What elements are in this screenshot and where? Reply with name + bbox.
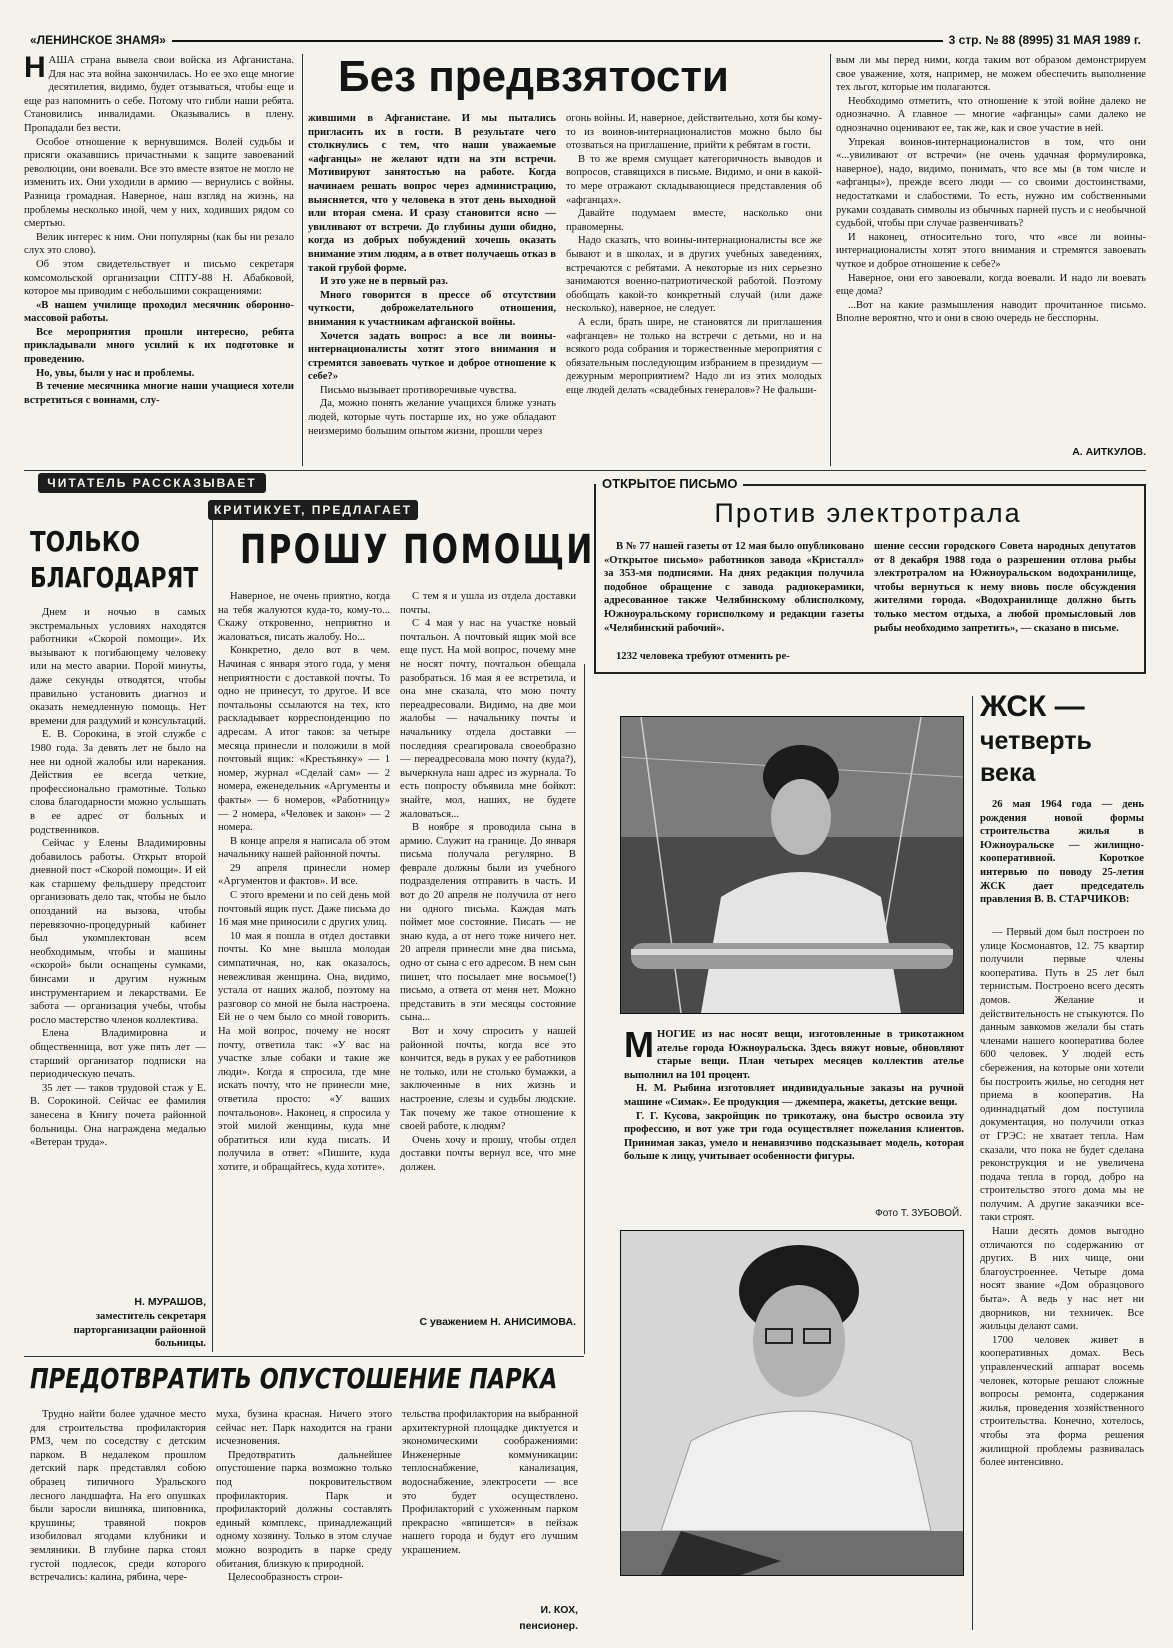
signature-name: И. КОХ, [540, 1604, 578, 1616]
paper-name: «ЛЕНИНСКОЕ ЗНАМЯ» [24, 33, 172, 47]
photo-knitting-machine [620, 716, 964, 1014]
article-column-2: жившими в Афганистане. И мы пытались пригласить их в гости. В результате чего столкнулись с тем, что наши уважаемые «афганцы» не желают идти на эти встречи. Мотивируют занятостью на работе. Когда начинаем решать вопрос через администрацию, выясняется, что у человека в этот день выходной или вторая смена. И сразу становится ясно — увиливают от встречи. До глубины души обидно, когда из добрых побуждений хочешь оказать внимание этим людям, а в ответ получаешь отказ в такой грубой форме. И это уже не в первый раз. Много говорится в прессе об отсутствии чуткости, доброжелательного отношения, внимания к участникам афганской войны. Хочется задать вопрос: а все ли воины-интернационалисты хотят этого внимания и стремятся завоевать чуткое и доброе отношение к себе?» Письмо вызывает противоречивые чувства. Да, можно понять желание учащихся ближе узнать людей, которые чуть постарше их, но уже обладают неизмеримо большим опытом жизни, прошли через [308, 113, 556, 437]
signature-title: пенсионер. [519, 1620, 578, 1632]
article-column-3: тельства профилактория на выбранной архитектурной площадке диктуется и экономическими соображениями: Инженерные коммуникации: теплоснабжение, канализация, водоснабжение, электросети — все это будет осуществлено. Профилакторий с ухоженным парком прекрасно «впишется» в пейзаж нашего города и будут его лучшим украшением. [402, 1409, 578, 1556]
section-banner: КРИТИКУЕТ, ПРЕДЛАГАЕТ [208, 500, 418, 520]
article-column-1: НАША страна вывела свои войска из Афганистана. Для нас эта война закончилась. Но ее эхо еще многие десятилетия, видимо, будет отзываться, чтобы еще и еще раз напомнить о себе. Потому что гибли наши ребята. Становились инвалидами. Оказывались в плену. Пропадали без вести. Особое отношение к вернувшимся. Волей судьбы и присяги оказавшись причастными к защите завоеваний революции, они воевали. Все это вместе взятое не могло не изменить их. Они уходили в армию — вернулись с войны. Разница громадная. Наверное, наш взгляд на жизнь, на проблемы несколько иной, чем у них, ходивших рядом со смертью. Велик интерес к ним. Они популярны (как бы ни резало слух это слово). Об этом свидетельствует и письмо секретаря комсомольской организации СПТУ-88 Н. Абабковой, которое мы приводим с небольшими сокращениями: «В нашем училище проходил месячник оборонно-массовой работы. Все мероприятия прошли интересно, ребята прикладывали много усилий к их подготовке и проведению. Но, увы, были у нас и проблемы. В течение месячника многие наши учащиеся хотели встретиться с воинами, слу- [24, 54, 294, 406]
article-column-3: огонь войны. И, наверное, действительно, хотя бы кому-то из воинов-интернационалистов можно было бы отозваться на приглашение, прийти к ребятам в гости. В то же время смущает категоричность выводов и вопросов, ставящихся в письме. Видимо, и они в какой-то мере отражают складывающиеся представления об «афганцах». Давайте подумаем вместе, насколько они правомерны. Надо сказать, что воины-интернационалисты все же бывают и в школах, и в других учебных заведениях, встречаются с ребятами. А некоторые из них серьезно занимаются военно-патриотической работой. Поэтому обобщать какой-то конкретный случай (или даже несколько), наверное, не следует. А если, брать шире, не становятся ли приглашения «афганцев» не только на встречи с детьми, но и на всякого рода собрания и торжественные мероприятия с обязательным последующим избранием в президиум — дежурным мероприятием? Надо ли из этих молодых еще людей делать «свадебных генералов»? Не фальши- [566, 113, 822, 396]
article-column-2: муха, бузина красная. Ничего этого сейчас нет. Парк находится на грани исчезновения. Предотвратить дальнейшее опустошение парка возможно только под покровительством профилактория. Парк и профилакторий должны составлять единый комплекс, принадлежащий одному хозяину. Только в этом случае можно возродить в парке среду обитания, близкую к природной. Целесообразность строи- [216, 1409, 392, 1584]
section-label: ОТКРЫТОЕ ПИСЬМО [596, 476, 743, 491]
article-title-line-1: ЖСК — [980, 690, 1085, 723]
letter-column-2: шение сессии городского Совета народных депутатов от 8 декабря 1988 года о разрешении отлова рыбы электротралом на Южноуральском водохранилище, чтобы вернуться к нему вновь после обсуждения жителями города. «Водохранилище должно быть только местом отдыха, а любой промысловый лов рыбы необходимо запретить», — сказано в письме. [874, 541, 1136, 634]
article-title: ПРЕДОТВРАТИТЬ ОПУСТОШЕНИЕ ПАРКА [30, 1362, 558, 1395]
article-signature: А. АИТКУЛОВ. [1072, 446, 1146, 458]
drop-cap: М [624, 1028, 654, 1065]
article-body: Днем и ночью в самых экстремальных условиях находятся работники «Скорой помощи». Их вызывают к погибающему человеку или на место аварии. Порой минуты, даже секунды отводятся, чтобы правильно установить диагноз и оказать немедленную помощь. Нет времени для раздумий и консультаций. Е. В. Сорокина, в этой службе с 1980 года. За девять лет не было на нее ни одной жалобы или нарекания. Действия ее всегда четкие, профессионально грамотные. Только слова благодарности можно услышать в ее адрес от больных и родственников. Сейчас у Елены Владимировны добавилось работы. Открыт второй дневной пост «Скорой помощи». И ей как старшему фельдшеру предстоит организовать дело так, чтобы не было опозданий на вызова, чтобы перевязочно-процедурный кабинет был укомплектован всем необходимым, чтобы и машины «скорой» были оснащены сумками, бинсами и другим нужным инструментарием и лекарствами. Ее забота — организация учебы, чтобы росло мастерство членов коллектива. Елена Владимировна и общественница, вот уже пять лет — старший организатор подписки на периодическую печать. 35 лет — таков трудовой стаж у Е. В. Сорокиной. Сейчас ее фамилия занесена в Книгу почета районной больницы. Она награждена медалью «Ветеран труда». [30, 607, 206, 1149]
photo-image [621, 1231, 963, 1575]
article-title: ПРОШУ ПОМОЩИ [240, 527, 595, 573]
drop-cap: Н [24, 54, 46, 84]
article-title: Без предвзятости [338, 52, 729, 101]
section-banner: ЧИТАТЕЛЬ РАССКАЗЫВАЕТ [38, 473, 266, 493]
photo-image [621, 717, 963, 1013]
issue-info: 3 стр. № 88 (8995) 31 МАЯ 1989 г. [943, 33, 1147, 47]
signature-name: Н. МУРАШОВ, [134, 1296, 206, 1308]
letter-column-1: В № 77 нашей газеты от 12 мая было опубликовано «Открытое письмо» работников завода «Кристалл» за 353-мя подписями. На днях редакция получила подобное обращение с завода радиокерамики, адресованное также Челябинскому облисполкому, Южноуральскому горисполкому и редакции газеты «Челябинский рабочий». [604, 541, 864, 634]
article-title-line-3: века [980, 759, 1036, 787]
article-lead: 26 мая 1964 года — день рождения новой формы строительства жилья в Южноуральске — жилищно-кооперативной. Короткое интервью по поводу 25-летия ЖСК дает председатель правления В. В. СТАРЧИКОВ: [980, 799, 1144, 906]
caption-text: МНОГИЕ из нас носят вещи, изготовленные в трикотажном ателье города Южноуральска. Здесь вяжут новые, обновляют старые вещи. План четырех месяцев коллектив ателье выполнил на 101 процент. Н. М. Рыбина изготовляет индивидуальные заказы на ручной машине «Симак». Ее продукция — джемпера, жакеты, детские вещи. Г. Г. Кусова, закройщик по трикотажу, она быстро освоила эту профессию, и вот уже три года осуществляет пожелания клиентов. Принимая заказ, умело и ненавязчиво подсказывает модель, которая больше к лицу, учитывает особенности фигуры. [624, 1028, 964, 1163]
article-title: Против электротрала [714, 498, 1022, 528]
article-signature: С уважением Н. АНИСИМОВА. [419, 1316, 576, 1328]
article-title-line-2: четверть [980, 727, 1092, 755]
photo-credit: Фото Т. ЗУБОВОЙ. [875, 1208, 962, 1219]
article-title-line-1: ТОЛЬКО [30, 525, 141, 558]
article-column-2: С тем я и ушла из отдела доставки почты. С 4 мая у нас на участке новый почтальон. А почтовый ящик мой все еще пуст. На мой вопрос, почему мне не носят почту, почтальон обещала разобраться. 16 мая я ее встретила, и она мне сказала, что мою почту переадресовали. Видимо, на две мои жалобы — начальнику почты и начальнику отдела доставки — последняя среагировала своеобразно — переадресовала мою почту (куда?), вычеркнула наш адрес из журнала. То есть попросту объявила мне бойкот: знайте, мол, наших, не будете жаловаться... В ноябре я проводила сына в армию. Служит на границе. До января письма получала регулярно. В феврале должны были из учебного подразделения отправить в часть. И вот до 20 апреля не получила от него ни одного письма. Каждая мать поймет мое состояние. Писать — не знаю куда, а от него тоже ничего нет. 20 апреля принесли мне два письма, одно от сына с его адресом. В нем сын пишет, что посылает мне восьмое(!) письмо, а ответа от меня нет. Можно представить в эти месяцы состояние сына... Вот и хочу спросить у нашей районной почты, когда все это кончится, ведь в руках у ее работников не только, или не столько бумажки, а заключенные в них жизнь и настроение, слезы и судьбы людские. Так почему же такое отношение к своей работе, к людям? Очень хочу и прошу, чтобы отдел доставки почты вернул все, что мне должен. [400, 591, 576, 1173]
article-column-4: вым ли мы перед ними, когда таким вот образом демонстрируем свое уважение, хотя, например, не можем обеспечить выполнение тех льгот, которые им полагаются. Необходимо отметить, что отношение к этой войне далеко не однозначно. А главное — многие «афганцы» сами далеко не однозначно оценивают ее, так же, как и свое участие в ней. Упрекая воинов-интернационалистов в том, что они «...увиливают от встречи» (не очень удачная формулировка, наверное), надо, видимо, понимать, что все мы (в том числе и «афганцы»), прежде всего люди — со своими достоинствами, недостатками и слабостями. То есть, нужно им собственными руками создавать символы из обычных парней пусть и с необычной судьбой, чтобы при случае развенчивать? И наконец, относительно того, что «все ли воины-интернационалисты хотят этого внимания и стремятся завоевать чуткое и доброе отношение к себе?» Наверное, они его завоевали, когда воевали. И надо ли воевать еще дома? ...Вот на какие размышления наводит прочитанное письмо. Вполне вероятно, что и они в свою очередь не бесспорны. [836, 55, 1146, 325]
photo-cutter-portrait [620, 1230, 964, 1576]
article-column-1: Трудно найти более удачное место для строительства профилактория РМЗ, чем по соседству с детским парком. В недалеком прошлом детский парк представлял собою образец типичного Уральского лесного ландшафта. На его опушках были заросли вишняка, шиповника, крушины; травяной покров изобиловал ягодами клубники и земляники. В глубине парка стоял густой подлесок, среди которого встречались: калина, рябина, чере- [30, 1409, 206, 1584]
article-column-1: Наверное, не очень приятно, когда на тебя жалуются куда-то, кому-то... Скажу откровенно, неприятно и жаловаться, писать жалобу. Но... Конкретно, дело вот в чем. Начиная с января этого года, у меня неприятности с доставкой почты. То одно не принесут, то другое. И все почтальоны ссылаются на тех, кто раскладывает корреспонденцию по адресам. А итог таков: за четыре месяца принесли и положили в мой почтовый ящик: «Крестьянку» — 1 номер, журнал «Сделай сам» — 2 номера, еженедельник «Аргументы и факты» — 6 номеров, «Работницу» — 2 номера, «Человек и закон» — 2 номера. В конце апреля я написала об этом начальнику нашей районной почты. 29 апреля принесли номер «Аргументов и фактов». И все. С этого времени и по сей день мой почтовый ящик пуст. Даже письма до 16 мая мне приносили с других улиц. 10 мая я пошла в отдел доставки почты. Ко мне вышла молодая симпатичная, но, как оказалось, невежливая женщина. Она, видимо, устала от наших жалоб, поэтому на разговор со мной не была настроена. Ей не о чем было со мной говорить. На мой вопрос, почему не носят почту, ответила так: «У вас на участке злые собаки и такие же люди». Когда я спросила, где мне искать почту, что не принесли мне, ответила просто: «У ваших почтальонов». Наконец, я спросила у этой милой женщины, куда мне обратиться или куда писать. И получила в ответ: «Пишите, куда хотите, и обращайтесь, куда хотите». [218, 591, 390, 1173]
letter-column-1-tail: 1232 человека требуют отменить ре- [616, 651, 790, 662]
article-body: — Первый дом был построен по улице Космонавтов, 12. 75 квартир получили первые члены кооператива. Путь в 25 лет был тернистым. Построено всего десять домов. Желание и действительность не стыкуются. По данным завкомов желали бы стать членами нашего кооператива более 600 человек. У людей есть сбережения, на которые они хотели бы построить жилье, но сегодня нет приема в кооператив. На одиннадцатый дом поступила документация, но получили отказ от ГРЭС: не хватает тепла. Нам сказали, что пока не будет сделана реконструкция и не увеличена подача тепла в город, добро на строительство этого дома мы не получим. А другие заказчики все-таки строят. Наши десять домов выгодно отличаются по содержанию от других. В них чище, они благоустроеннее. Четыре дома носят звание «Дом образцового быта». А ведь у нас нет ни дворников, ни техничек. Все жильцы делают сами. 1700 человек живет в кооперативных домах. Весь управленческий аппарат восемь человек, которые решают сложные вопросы ремонта, содержания жилья, проведения хозяйственного строительства. Конечно, хотелось, чтобы эта форма решения жилищной проблемы развивалась более интенсивно. [980, 927, 1144, 1469]
article-title-line-2: БЛАГОДАРЯТ [30, 561, 199, 594]
signature-title: заместитель секретаря парторганизации районной больницы. [73, 1311, 206, 1350]
